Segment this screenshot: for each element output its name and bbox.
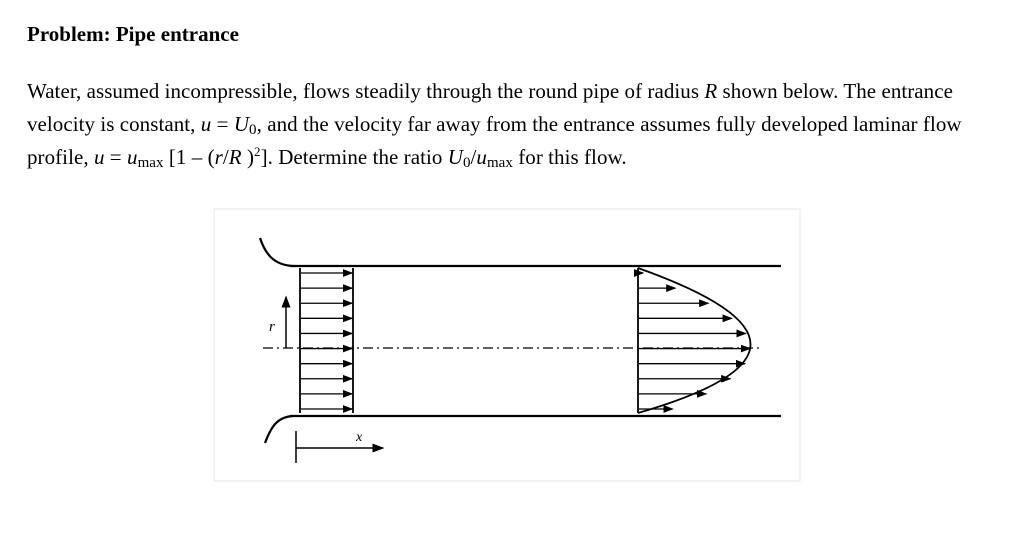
problem-title: Problem: Pipe entrance	[27, 22, 239, 46]
inlet-velocity-arrows	[301, 273, 352, 409]
problem-statement: Water, assumed incompressible, flows steadily through the round pipe of radius R shown below. The entrance velocity is constant, $u = U_0$, and the velocity far away from the entrance assumes fully developed laminar flow profile, $u = u_{max}$ [1 – (r/R )$^2$]. Determine the ratio $U_0/u_{max}$ for this flow.	[27, 79, 962, 171]
entrance-curve-top	[260, 238, 293, 266]
outlet-velocity-arrows	[639, 273, 750, 409]
x-axis-label: x	[356, 430, 363, 445]
r-axis-label: r	[269, 319, 275, 335]
pipe-entrance-figure	[213, 205, 803, 485]
entrance-curve-bottom	[265, 416, 293, 443]
figure-border	[214, 209, 800, 481]
pipe-diagram	[213, 205, 803, 485]
parabolic-profile-curve	[638, 268, 751, 413]
